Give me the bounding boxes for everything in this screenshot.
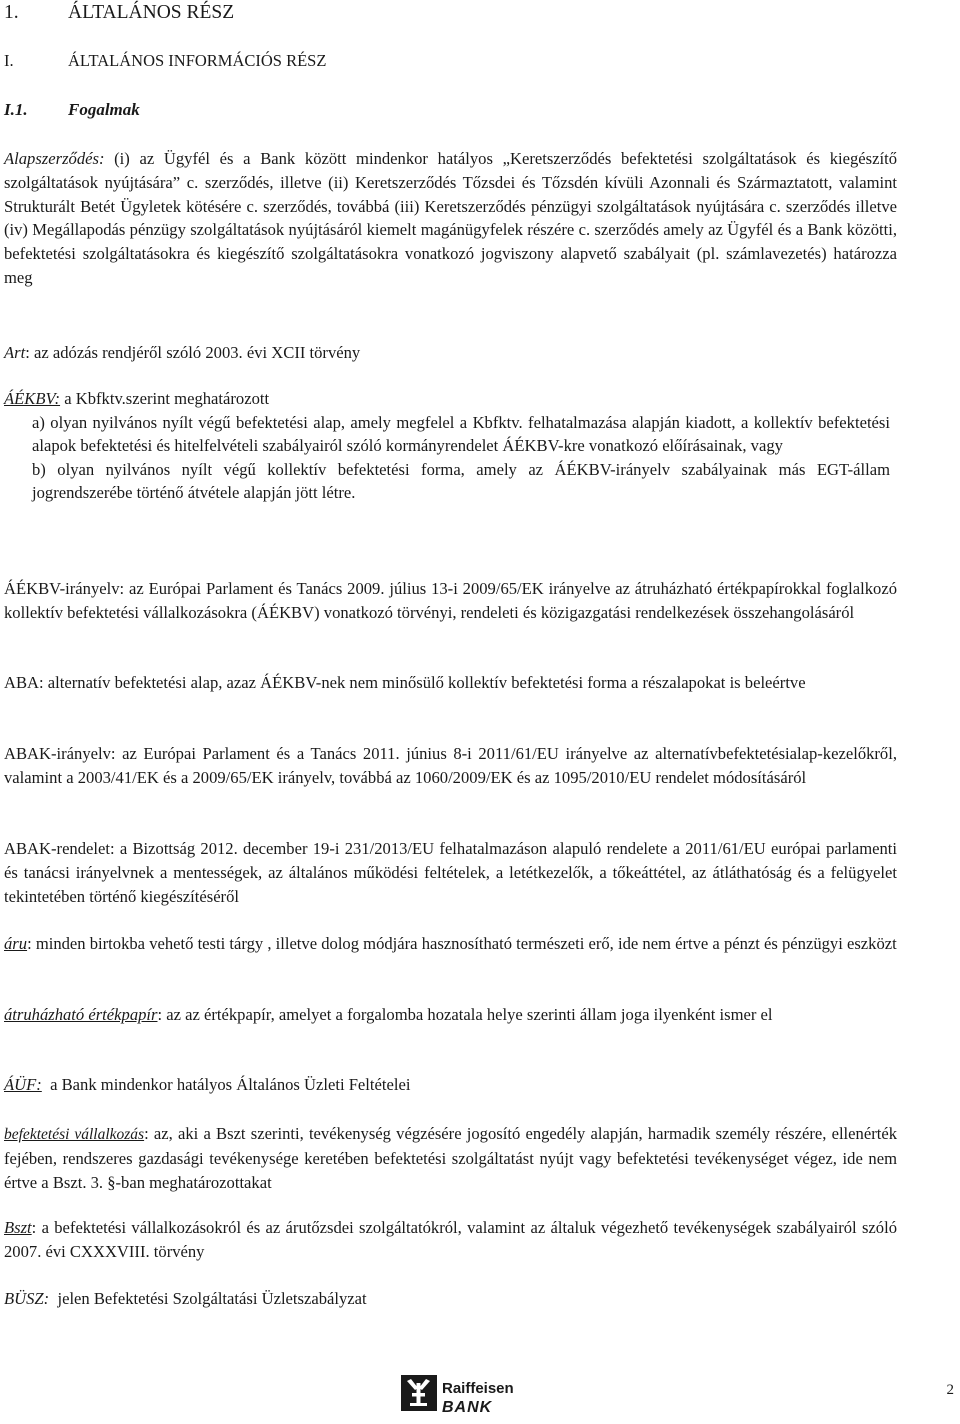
definition-text: a Bank mindenkor hatályos Általános Üzleti Feltételei — [41, 1075, 411, 1094]
heading-number: 1. — [4, 2, 19, 23]
definition-aba — [4, 671, 897, 695]
definition-text: ÁÉKBV-irányelv: az Európai Parlament és Tanács 2009. július 13-i 2009/65/EK irányelve az átruházható értékpapírokkal foglalkozó kollektív befektetési vállalkozásokra (ÁÉKBV) vonatkozó törvényi, rendeleti és közigazgatási rendelkezések összehangolásáról — [4, 579, 897, 622]
list-item-text: b) olyan nyilvános nyílt végű kollektív befektetési forma, amely az ÁÉKBV-irányelv szabályainak más EGT-állam jogrendszerébe történő átvétele alapján jött létre. — [32, 459, 890, 503]
definition-abak-rendelet — [4, 837, 897, 908]
definition-aekbv-iranyelv — [4, 577, 897, 625]
definition-befektetesi-vallalkozas — [4, 1122, 897, 1194]
heading-text: ÁLTALÁNOS INFORMÁCIÓS RÉSZ — [68, 51, 327, 70]
definition-text: : az, aki a Bszt szerinti, tevékenység végzésére jogosító engedély alapján, harmadik személy részére, ellenérték fejében, rendszeres gazdasági tevékenysége keretében befektetési szolgáltatást nyújt vagy befektetési tevékenységet végez, ide nem értve a Bszt. 3. §-ban meghatározottakat — [4, 1124, 897, 1192]
definition-term: áru — [4, 934, 28, 953]
logo-text-bottom: BANK — [442, 1399, 493, 1416]
definition-term: BÜSZ: — [4, 1289, 50, 1308]
page-footer — [0, 1365, 960, 1424]
definition-aru — [4, 932, 897, 956]
heading-text: Fogalmak — [68, 100, 140, 119]
heading-number: I.1. — [4, 100, 28, 119]
page-number: 2 — [946, 1382, 954, 1398]
list-item-text: a) olyan nyilvános nyílt végű befektetési alap, amely megfelel a Kbfktv. felhatalmazása alapján kiadott, a kollektív befektetési alapok befektetési és hitelfelvételi szabályairól szóló kormányrendelet ÁÉKBV-kre vonatkozó előírásainak, vagy — [32, 413, 890, 456]
definition-term: Bszt — [4, 1218, 32, 1237]
definition-term: ÁÉKBV: — [4, 389, 61, 408]
section-heading-1 — [4, 2, 234, 24]
definition-text: ABA: alternatív befektetési alap, azaz ÁÉKBV-nek nem minősülő kollektív befektetési forma a részalapokat is beleértve — [4, 673, 806, 692]
definition-term: átruházható értékpapír — [4, 1005, 158, 1024]
definition-text: : az az értékpapír, amelyet a forgalomba hozatala helye szerinti állam joga ilyenként ismer el — [157, 1005, 773, 1024]
heading-number: I. — [4, 51, 14, 70]
raiffeisen-bank-logo — [400, 1369, 530, 1419]
definition-atruhazhato-ertekpapir — [4, 1003, 897, 1027]
definition-text: ABAK-irányelv: az Európai Parlament és a Tanács 2011. június 8-i 2011/61/EU irányelve az alternatívbefektetésialap-kezelőkről, valamint a 2003/41/EK és a 2009/65/EK irányelv, továbbá az 1060/2009/EK és az 1095/2010/EU rendelet módosításáról — [4, 744, 897, 787]
logo-text-top: Raiffeisen — [442, 1380, 514, 1397]
definition-text: jelen Befektetési Szolgáltatási Üzletszabályzat — [49, 1289, 367, 1308]
definition-auf — [4, 1073, 897, 1097]
definition-term: befektetési vállalkozás — [4, 1126, 145, 1143]
definition-text: : a befektetési vállalkozásokról és az árutőzsdei szolgáltatókról, valamint az általuk végezhető tevékenységek szabályairól szóló 2007. évi CXXXVIII. törvény — [4, 1218, 897, 1261]
definition-text: ABAK-rendelet: a Bizottság 2012. december 19-i 231/2013/EU felhatalmazáson alapuló rendelete a 2011/61/EU európai parlamenti és tanácsi irányelvnek a mentességek, az általános működési feltételek, a letétkezelők, a tőkeáttétel, az átláthatóság és a felügyelet tekintetében történő kiegészítéséről — [4, 839, 897, 906]
definition-bszt — [4, 1216, 897, 1264]
list-item — [12, 458, 890, 505]
definition-busz — [4, 1287, 897, 1311]
definition-term: Art — [4, 343, 26, 362]
list-item — [12, 411, 890, 458]
definition-art — [4, 341, 897, 365]
section-heading-2 — [4, 51, 326, 71]
definition-text: (i) az Ügyfél és a Bank között mindenkor hatályos „Keretszerződés befektetési szolgáltatások és kiegészítő szolgáltatások nyújtására” c. szerződés, illetve (ii) Keretszerződés Tőzsdei és Tőzsdén kívüli Azonnali és Származtatott, valamint Strukturált Betét Ügyletek kötésére c. szerződés, továbbá (iii) Keretszerződés pénzügyi szolgáltatások nyújtására c. szerződés illetve (iv) Megállapodás pénzügy szolgáltatások nyújtásáról kiemelt magánügyfelek részére c. szerződés amely az Ügyfél és a Bank közötti, befektetési szolgáltatásokra és kiegészítő szolgáltatásokra vonatkozó jogviszony alapvető szabályait (pl. számlavezetés) határozza meg — [4, 149, 897, 287]
definition-aekbv — [4, 387, 897, 411]
raiffeisen-logo-icon — [400, 1369, 530, 1419]
definition-term: Alapszerződés: — [4, 149, 105, 168]
definition-list — [12, 411, 890, 505]
section-heading-3 — [4, 100, 140, 120]
definition-text: a Kbfktv.szerint meghatározott — [60, 389, 270, 408]
heading-text: ÁLTALÁNOS RÉSZ — [68, 2, 235, 23]
definition-abak-iranyelv — [4, 742, 897, 790]
definition-text: : minden birtokba vehető testi tárgy , illetve dolog módjára hasznosítható természeti erő, ide nem értve a pénzt és pénzügyi eszközt — [27, 934, 897, 953]
definition-text: : az adózás rendjéről szóló 2003. évi XCII törvény — [25, 343, 361, 362]
definition-alapszerzodes — [4, 147, 897, 290]
definition-term: ÁÜF: — [4, 1075, 42, 1094]
